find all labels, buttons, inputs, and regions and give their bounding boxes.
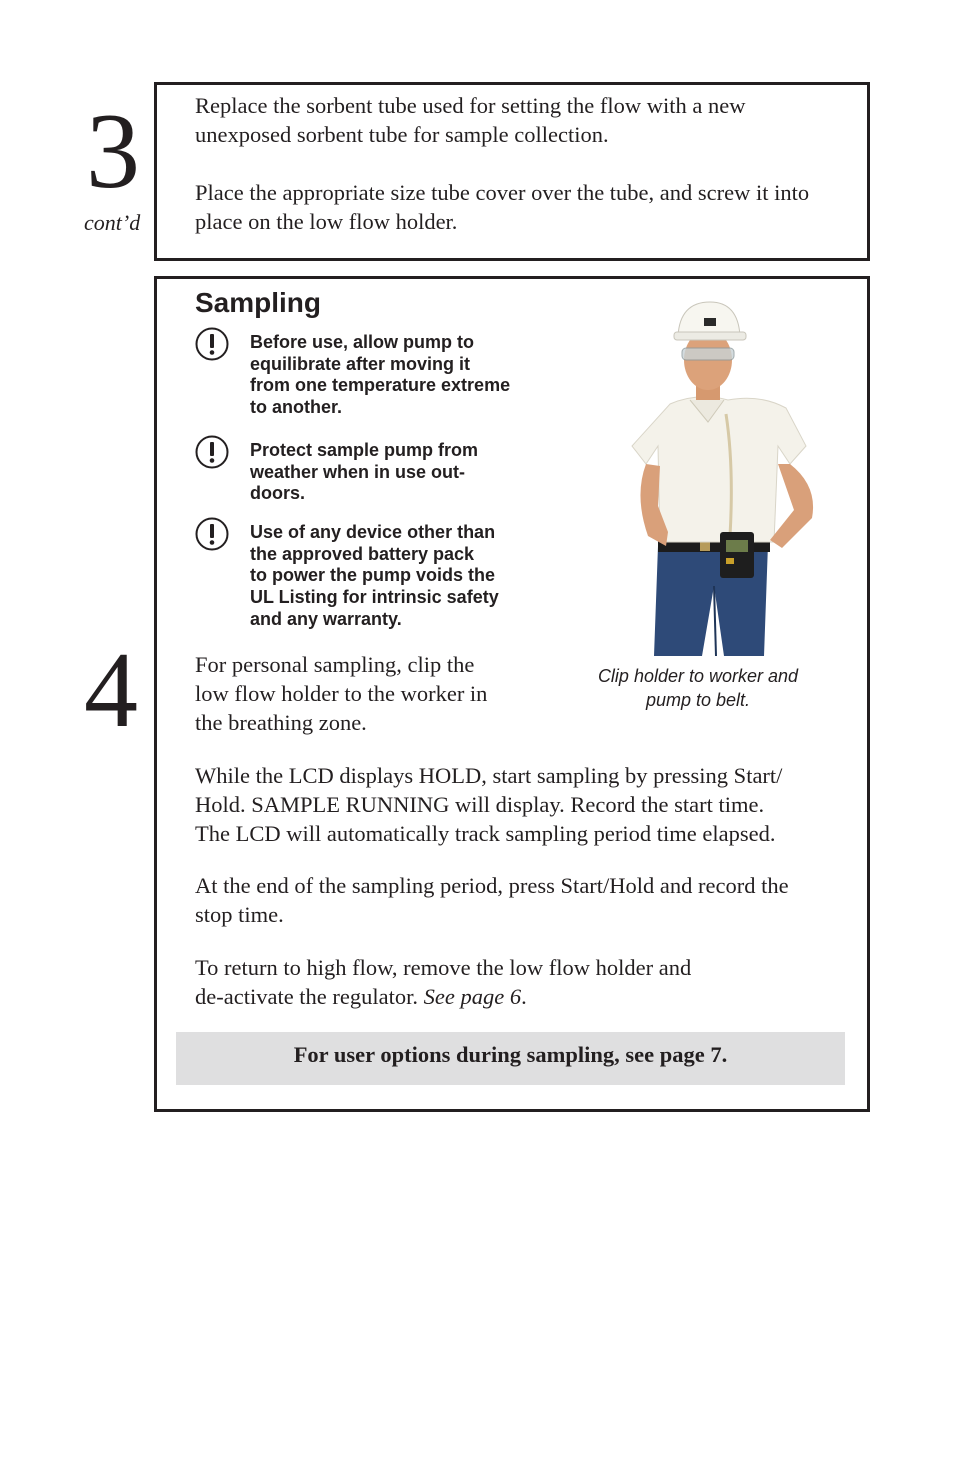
lcd-paragraph: While the LCD displays HOLD, start sampling by pressing Start/ Hold. SAMPLE RUNNING will display. Record the start time. The LCD will automatically track sampling period time elapsed. — [195, 763, 783, 846]
return-high-flow-paragraph: To return to high flow, remove the low flow holder and de-activate the regulator. See page 6. — [195, 955, 692, 1009]
photo-caption: Clip holder to worker and pump to belt. — [597, 666, 799, 710]
step-number-3: 3 — [86, 92, 140, 211]
exclamation-circle-icon — [195, 435, 229, 469]
warning-text-1: Before use, allow pump to equilibrate after moving it from one temperature extreme to another. — [250, 332, 511, 418]
warning-text-3: Use of any device other than the approved battery pack to power the pump voids the UL Listing for intrinsic safety and any warranty. — [250, 522, 499, 629]
exclamation-circle-icon — [195, 327, 229, 361]
worker-photo — [618, 296, 834, 656]
personal-sampling-paragraph: For personal sampling, clip the low flow holder to the worker in the breathing zone. — [195, 652, 488, 735]
note-text: For user options during sampling, see page 7. — [293, 1042, 728, 1067]
see-page-6-reference: See page 6 — [423, 984, 522, 1009]
exclamation-circle-icon — [195, 517, 229, 551]
warning-text-2: Protect sample pump from weather when in use out- doors. — [250, 440, 479, 504]
step-continued-label: cont’d — [84, 210, 141, 235]
step-number-4: 4 — [84, 631, 138, 750]
section-heading: Sampling — [195, 287, 322, 318]
step-3-paragraph-1: Replace the sorbent tube used for setting the flow with a new unexposed sorbent tube for sample collection. — [195, 93, 746, 147]
note-bar — [176, 1032, 845, 1085]
end-sampling-paragraph: At the end of the sampling period, press Start/Hold and record the stop time. — [195, 873, 789, 927]
step-3-paragraph-2: Place the appropriate size tube cover over the tube, and screw it into place on the low flow holder. — [195, 180, 810, 234]
